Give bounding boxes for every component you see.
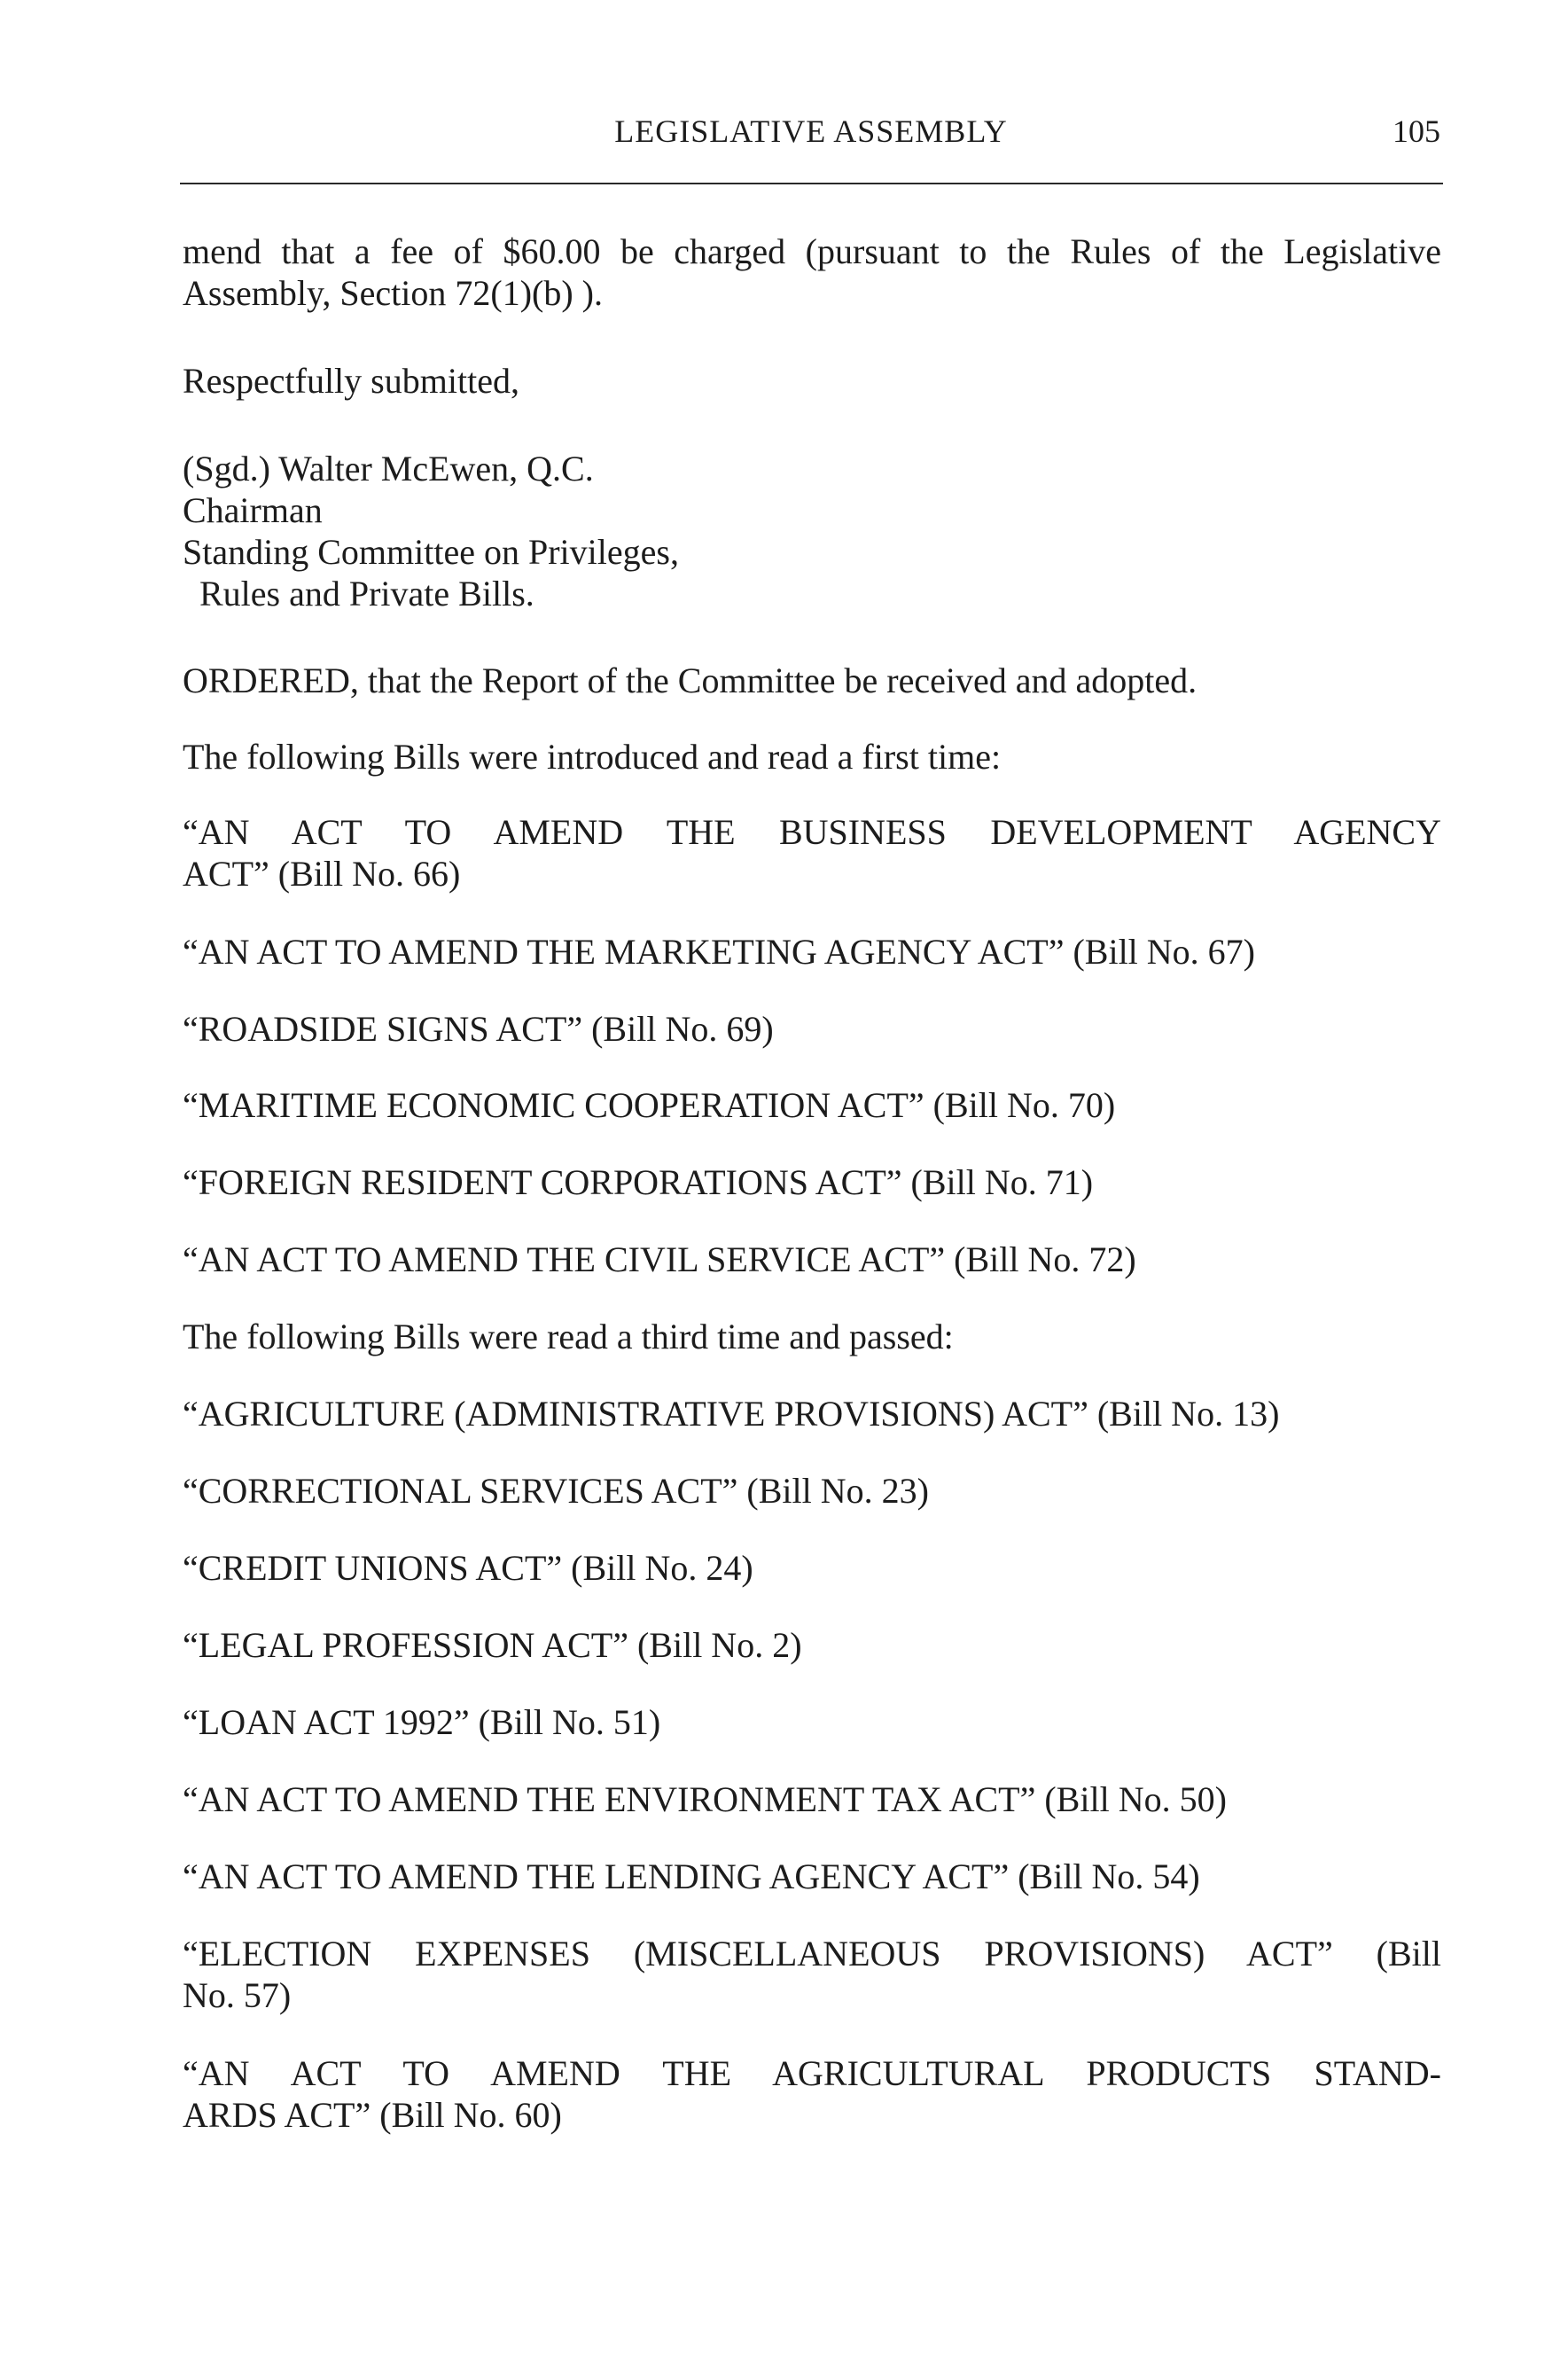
third-reading-intro <box>183 1316 1441 1357</box>
chairman-title: Chairman <box>183 490 323 530</box>
bill-title: “AN ACT TO AMEND THE ENVIRONMENT TAX ACT” (Bill No. 50) <box>183 1779 1227 1819</box>
committee-name: Standing Committee on Privileges, <box>183 532 679 572</box>
bill-entry <box>183 1084 1441 1126</box>
bill-title: No. 57) <box>183 1975 292 2015</box>
bill-entry <box>183 1239 1441 1280</box>
running-head: LEGISLATIVE ASSEMBLY <box>614 113 1008 149</box>
header-rule <box>180 183 1443 184</box>
bill-entry <box>183 931 1441 973</box>
bill-title: “AN ACT TO AMEND THE MARKETING AGENCY ACT” (Bill No. 67) <box>183 932 1255 972</box>
third-reading-intro-text: The following Bills were read a third time and passed: <box>183 1317 954 1356</box>
fee-line: mend that a fee of $60.00 be charged (pursuant to the Rules of the Legislative <box>183 231 1441 271</box>
bill-title: “AN ACT TO AMEND THE CIVIL SERVICE ACT” (Bill No. 72) <box>183 1239 1136 1279</box>
signature: (Sgd.) Walter McEwen, Q.C. <box>183 449 594 488</box>
bill-entry <box>183 811 1441 895</box>
bill-title: “CREDIT UNIONS ACT” (Bill No. 24) <box>183 1548 753 1588</box>
bill-title: “AN ACT TO AMEND THE AGRICULTURAL PRODUCTS STAND- <box>183 2053 1441 2093</box>
bill-entry <box>183 1701 1441 1743</box>
bill-entry <box>183 1008 1441 1050</box>
first-reading-intro <box>183 736 1441 778</box>
bill-title: “LOAN ACT 1992” (Bill No. 51) <box>183 1702 661 1742</box>
bill-title: ARDS ACT” (Bill No. 60) <box>183 2095 562 2135</box>
bill-entry <box>183 1624 1441 1666</box>
ordered-text: ORDERED, that the Report of the Committee be received and adopted. <box>183 660 1197 700</box>
bill-title: “LEGAL PROFESSION ACT” (Bill No. 2) <box>183 1625 802 1665</box>
signature-block <box>183 448 1441 614</box>
committee-name: Rules and Private Bills. <box>199 574 534 614</box>
bill-entry <box>183 1547 1441 1589</box>
bill-entry <box>183 1161 1441 1203</box>
ordered-paragraph <box>183 660 1441 701</box>
closing-text: Respectfully submitted, <box>183 361 519 401</box>
page-header <box>182 108 1440 154</box>
page-number: 105 <box>1392 113 1440 149</box>
bill-entry <box>183 1933 1441 2016</box>
bill-title: “MARITIME ECONOMIC COOPERATION ACT” (Bill No. 70) <box>183 1085 1116 1125</box>
bill-title: “AN ACT TO AMEND THE BUSINESS DEVELOPMENT AGENCY <box>183 812 1441 852</box>
fee-paragraph <box>183 231 1441 314</box>
bill-title: “AGRICULTURE (ADMINISTRATIVE PROVISIONS) ACT” (Bill No. 13) <box>183 1394 1280 1434</box>
bill-title: “FOREIGN RESIDENT CORPORATIONS ACT” (Bill No. 71) <box>183 1162 1094 1202</box>
bill-entry <box>183 1470 1441 1512</box>
bill-title: “CORRECTIONAL SERVICES ACT” (Bill No. 23) <box>183 1471 929 1511</box>
bill-title: “AN ACT TO AMEND THE LENDING AGENCY ACT” (Bill No. 54) <box>183 1856 1200 1896</box>
bill-title: ACT” (Bill No. 66) <box>183 854 461 894</box>
bill-title: “ELECTION EXPENSES (MISCELLANEOUS PROVISIONS) ACT” (Bill <box>183 1934 1441 1973</box>
bill-entry <box>183 1856 1441 1897</box>
closing-paragraph <box>183 360 1441 402</box>
bill-entry <box>183 1393 1441 1434</box>
fee-line: Assembly, Section 72(1)(b) ). <box>183 273 603 313</box>
first-reading-intro-text: The following Bills were introduced and read a first time: <box>183 737 1002 777</box>
bill-entry <box>183 2052 1441 2136</box>
bill-title: “ROADSIDE SIGNS ACT” (Bill No. 69) <box>183 1009 774 1049</box>
bill-entry <box>183 1778 1441 1820</box>
